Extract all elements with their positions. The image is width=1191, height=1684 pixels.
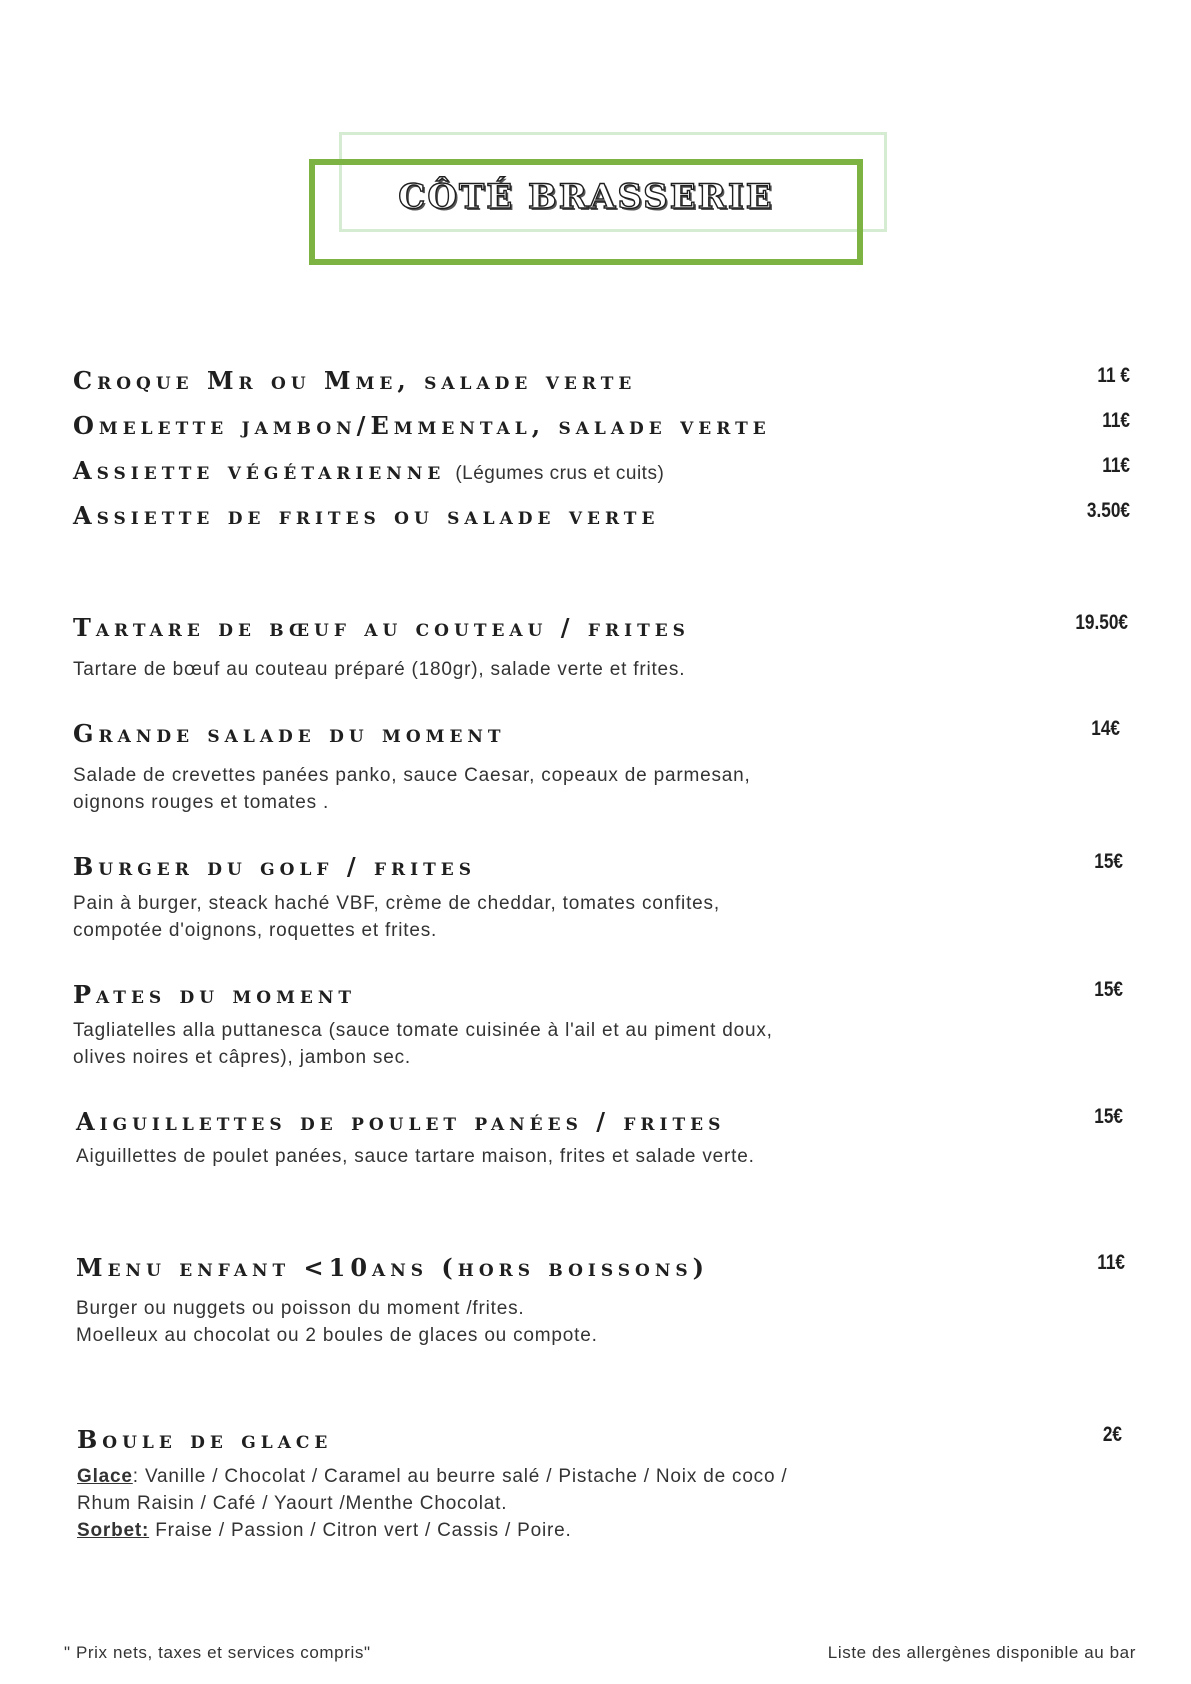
glace-line: Glace: Vanille / Chocolat / Caramel au beurre salé / Pistache / Noix de coco /	[77, 1466, 788, 1487]
sorbet-label: Sorbet:	[77, 1520, 150, 1541]
item-note: (Légumes crus et cuits)	[455, 463, 665, 484]
item-price: 11€	[1102, 409, 1130, 432]
ice-cream-flavours	[77, 1463, 788, 1544]
item-price: 14€	[1091, 717, 1120, 740]
sorbet-flavours: Fraise / Passion / Citron vert / Cassis / Poire.	[155, 1520, 572, 1541]
item-price: 11€	[1097, 1251, 1125, 1274]
item-price: 11 €	[1097, 364, 1130, 387]
item-name: Omelette jambon/Emmental, salade verte	[73, 411, 771, 440]
item-name: Tartare de bœuf au couteau / frites	[73, 613, 690, 642]
item-name: Grande salade du moment	[73, 719, 506, 748]
item-description	[76, 1143, 755, 1170]
sorbet-line	[77, 1517, 788, 1544]
item-price: 15€	[1094, 850, 1123, 873]
item-name: Burger du golf / frites	[73, 852, 476, 881]
description-line: Burger ou nuggets ou poisson du moment /frites.	[76, 1298, 525, 1319]
item-price: 3.50€	[1086, 499, 1130, 522]
item-price: 15€	[1094, 1105, 1123, 1128]
glace-flavours: Vanille / Chocolat / Caramel au beurre salé / Pistache / Noix de coco /	[144, 1466, 788, 1487]
item-price: 15€	[1094, 978, 1123, 1001]
description-line: oignons rouges et tomates .	[73, 792, 330, 813]
item-vegetarian	[73, 456, 664, 485]
item-name: Boule de glace	[77, 1425, 333, 1454]
item-name: Croque Mr ou Mme, salade verte	[73, 366, 637, 395]
item-price: 11€	[1102, 454, 1130, 477]
description-line: Moelleux au chocolat ou 2 boules de glaces ou compote.	[76, 1325, 598, 1346]
item-price: 19.50€	[1075, 611, 1128, 634]
item-name: Menu enfant <10ans (hors boissons)	[76, 1253, 710, 1282]
item-name: Assiette végétarienne	[73, 456, 446, 485]
description-line: Pain à burger, steack haché VBF, crème de cheddar, tomates confites,	[73, 893, 720, 914]
item-name: Assiette de frites ou salade verte	[73, 501, 660, 530]
item-price: 2€	[1102, 1423, 1122, 1446]
item-description	[73, 890, 720, 944]
item-description	[73, 1017, 773, 1071]
item-description	[76, 1295, 598, 1349]
glace-label: Glace	[77, 1466, 133, 1487]
item-description	[73, 762, 751, 816]
item-description	[73, 656, 685, 683]
glace-flavours-continued: Rhum Raisin / Café / Yaourt /Menthe Chocolat.	[77, 1493, 508, 1514]
footer-allergens-note: Liste des allergènes disponible au bar	[827, 1643, 1136, 1662]
description-line: Aiguillettes de poulet panées, sauce tartare maison, frites et salade verte.	[76, 1146, 755, 1167]
description-line: compotée d'oignons, roquettes et frites.	[73, 920, 438, 941]
description-line: Tartare de bœuf au couteau préparé (180gr), salade verte et frites.	[73, 659, 686, 680]
description-line: Salade de crevettes panées panko, sauce Caesar, copeaux de parmesan,	[73, 765, 751, 786]
description-line: Tagliatelles alla puttanesca (sauce tomate cuisinée à l'ail et au piment doux,	[73, 1020, 773, 1041]
item-name: Aiguillettes de poulet panées / frites	[76, 1107, 726, 1136]
item-name: Pates du moment	[73, 980, 357, 1009]
footer-prices-note: " Prix nets, taxes et services compris"	[64, 1643, 371, 1662]
description-line: olives noires et câpres), jambon sec.	[73, 1047, 411, 1068]
page-title: CÔTÉ BRASSERIE	[398, 177, 774, 217]
